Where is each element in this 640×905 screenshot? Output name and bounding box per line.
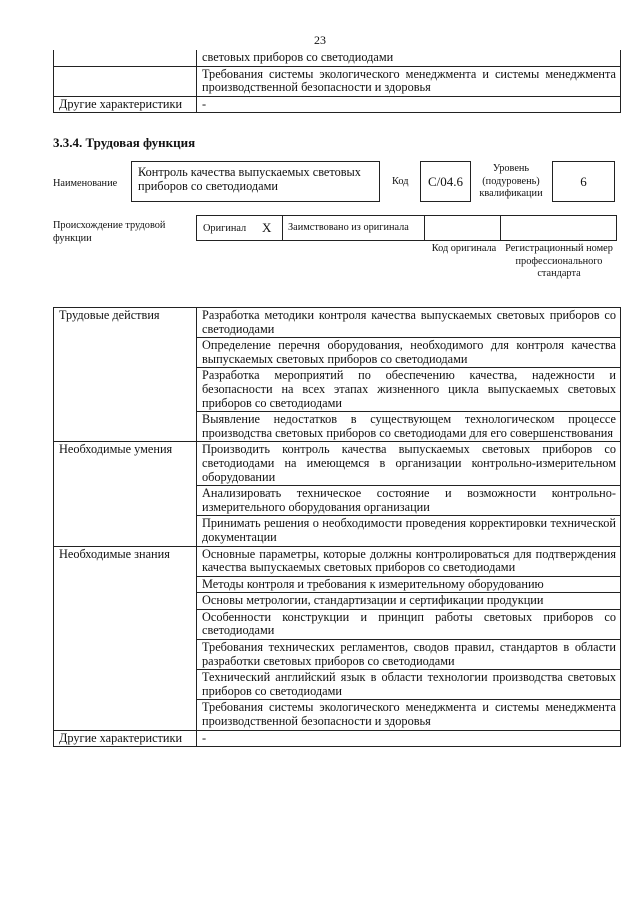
qualification-level: 6 xyxy=(580,174,587,189)
code-box xyxy=(420,161,471,202)
table-cell: Принимать решения о необходимости проведения корректировки технической документации xyxy=(197,516,621,546)
row-label: Другие характеристики xyxy=(54,96,197,113)
table-cell: Требования системы экологического менеджмента и системы менеджмента производственной безопасности и здоровья xyxy=(197,700,621,730)
table-cell: Основы метрологии, стандартизации и сертификации продукции xyxy=(197,593,621,610)
function-name: Контроль качества выпускаемых световых приборов со светодиодами xyxy=(138,165,361,193)
original-label: Оригинал xyxy=(203,223,247,234)
section-label: Трудовые действия xyxy=(54,308,197,442)
section-label: Необходимые умения xyxy=(54,442,197,546)
table-row xyxy=(54,730,621,747)
table-row xyxy=(54,50,621,66)
origin-box xyxy=(196,215,617,241)
name-label: Наименование xyxy=(53,178,118,189)
table-row xyxy=(54,546,621,576)
table-row xyxy=(54,442,621,486)
table-cell: Разработка мероприятий по обеспечению качества, надежности и безопасности на всех этапах жизненного цикла выпускаемых световых приборов со светодиодами xyxy=(197,368,621,412)
table-cell: Технический английский язык в области технологии производства световых приборов со светодиодами xyxy=(197,670,621,700)
section-title: 3.3.4. Трудовая функция xyxy=(53,135,196,150)
table-cell: Особенности конструкции и принцип работы световых приборов со светодиодами xyxy=(197,609,621,639)
table-row xyxy=(54,96,621,113)
level-box xyxy=(552,161,615,202)
table-cell: Выявление недостатков в существующем технологическом процессе производства световых приборов со светодиодами для его совершенствования xyxy=(197,412,621,442)
section-label: Необходимые знания xyxy=(54,546,197,730)
registration-caption: Регистрационный номер профессионального стандарта xyxy=(505,243,613,279)
top-continuation-table xyxy=(53,50,621,113)
row-label: Другие характеристики xyxy=(54,730,197,747)
main-table xyxy=(53,307,621,747)
origin-label: Происхождение трудовой функции xyxy=(53,220,166,244)
table-cell: Анализировать техническое состояние и возможности контрольно-измерительного оборудования организации xyxy=(197,486,621,516)
table-cell: Методы контроля и требования к измерительному оборудованию xyxy=(197,576,621,593)
table-cell: - xyxy=(197,730,621,747)
table-cell: - xyxy=(197,96,621,113)
function-name-box xyxy=(131,161,380,202)
table-cell: световых приборов со светодиодами xyxy=(197,50,621,66)
table-cell: Определение перечня оборудования, необходимого для контроля качества выпускаемых световых приборов со светодиодами xyxy=(197,338,621,368)
page-number: 23 xyxy=(314,33,326,47)
code-label: Код xyxy=(392,176,409,187)
function-code: C/04.6 xyxy=(427,174,464,189)
original-mark: X xyxy=(262,220,272,235)
borrowed-label: Заимствовано из оригинала xyxy=(288,222,409,233)
table-cell: Требования системы экологического менеджмента и системы менеджмента производственной безопасности и здоровья xyxy=(197,66,621,96)
table-cell: Производить контроль качества выпускаемых световых приборов со светодиодами на имеющемся в организации контрольно-измерительном оборудовании xyxy=(197,442,621,486)
table-cell: Требования технических регламентов, сводов правил, стандартов в области разработки световых приборов со светодиодами xyxy=(197,640,621,670)
original-code-caption: Код оригинала xyxy=(431,243,497,254)
table-cell: Разработка методики контроля качества выпускаемых световых приборов со светодиодами xyxy=(197,308,621,338)
table-cell: Основные параметры, которые должны контролироваться для подтверждения качества выпускаемых световых приборов со светодиодами xyxy=(197,546,621,576)
table-row xyxy=(54,308,621,338)
level-label: Уровень (подуровень) квалификации xyxy=(479,163,543,199)
table-row xyxy=(54,66,621,96)
